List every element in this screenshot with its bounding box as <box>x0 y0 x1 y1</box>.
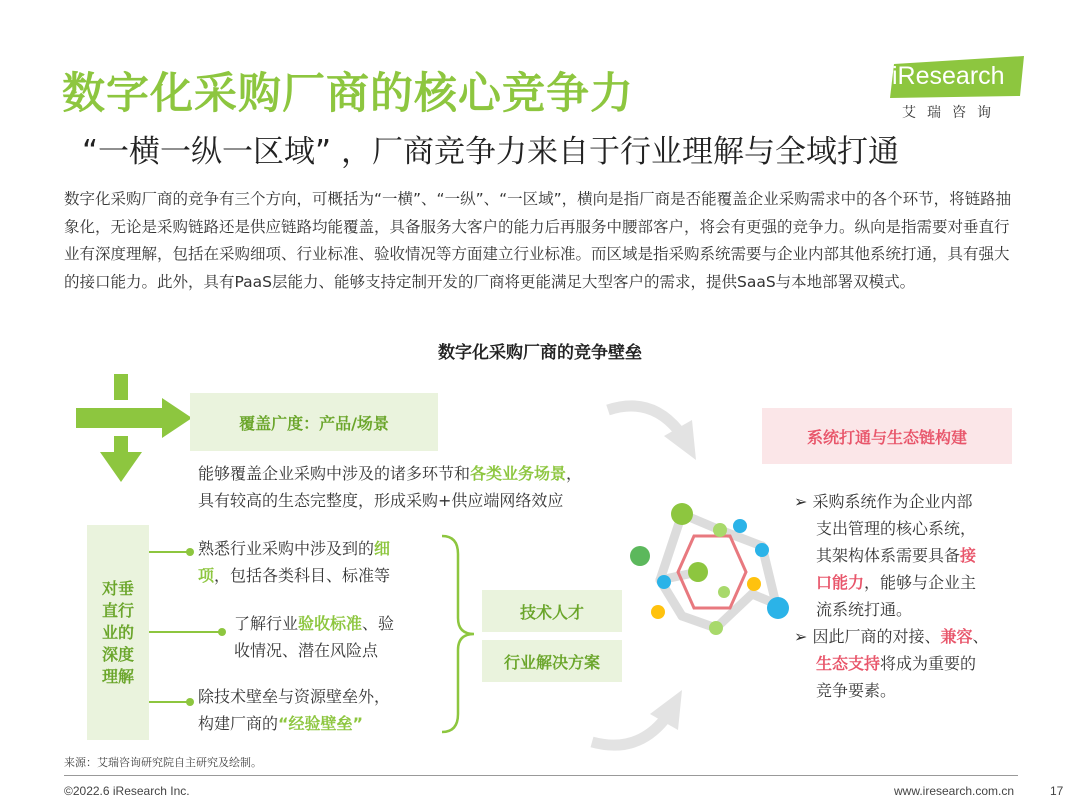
item2-text: 了解行业 <box>234 614 299 633</box>
website-link[interactable]: www.iresearch.com.cn <box>894 784 1015 798</box>
item3-line1: 除技术壁垒与资源壁垒外， <box>198 687 391 706</box>
item2-line2: 收情况、潜在风险点 <box>234 641 379 660</box>
coverage-text-part: 能够覆盖企业采购中涉及的诸多环节和 <box>198 464 471 483</box>
bullet1-line4: ，能够与企业主 <box>864 573 977 592</box>
footer-divider <box>64 775 1018 776</box>
item1-text: 熟悉行业采购中涉及到的 <box>198 539 375 558</box>
item2-highlight: 验收标准 <box>298 614 363 633</box>
curved-arrow-bottom-icon <box>586 684 696 756</box>
bullet-marker-icon: ➢ <box>794 627 808 646</box>
vertical-understanding-box <box>87 525 149 740</box>
vertical-box-label: 对垂直行业的深度理解 <box>101 578 134 686</box>
coverage-box: 覆盖广度：产品/场景 <box>190 393 438 451</box>
bullet2-line3: 竞争要素。 <box>816 681 897 700</box>
bullet1-highlight2: 口能力 <box>816 573 865 592</box>
coverage-text <box>198 460 582 514</box>
coverage-text-line2: 具有较高的生态完整度，形成采购+供应端网络效应 <box>198 491 564 510</box>
bullet-dot <box>186 548 194 556</box>
network-molecule-icon <box>620 494 800 654</box>
item1-text2: ，包括各类科目、标准等 <box>214 566 391 585</box>
bullet1-line5: 流系统打通。 <box>816 600 913 619</box>
vertical-item-2 <box>234 610 394 664</box>
cross-arrow-icon <box>76 374 196 486</box>
vertical-item-1 <box>198 535 390 589</box>
bullet2-text: 因此厂商的对接、 <box>812 627 941 646</box>
logo-subtext: 艾瑞咨询 <box>902 105 1002 121</box>
item3-text: 构建厂商的 <box>198 714 279 733</box>
industry-solution-box: 行业解决方案 <box>482 640 622 682</box>
bullet1-line2: 支出管理的核心系统， <box>816 519 977 538</box>
bullet2-highlight1: 兼容 <box>940 627 973 646</box>
bullet2-text3: 将成为重要的 <box>880 654 977 673</box>
intro-paragraph: 数字化采购厂商的竞争有三个方向，可概括为“一横”、“一纵”、“一区域”，横向是指厂商是否能覆盖企业采购需求中的各个环节，将链路抽象化，无论是采购链路还是供应链路均能覆盖，具备服务大客户的能力后再服务中腰部客户，将会有更强的竞争力。纵向是指需要对垂直行业有深度理解，包括在采购细项、行业标准、验收情况等方面建立行业标准。而区域是指采购系统需要与企业内部其他系统打通，具有强大的接口能力。此外，具有PaaS层能力、能够支持定制开发的厂商将更能满足大型客户的需求，提供SaaS与本地部署双模式。 <box>64 190 1012 291</box>
iresearch-logo <box>890 56 1030 126</box>
logo-text: iResearch <box>892 62 1005 90</box>
bullet-marker-icon: ➢ <box>794 492 808 511</box>
bullet-dot <box>186 698 194 706</box>
system-integration-box: 系统打通与生态链构建 <box>762 408 1012 464</box>
bullet-dot <box>218 628 226 636</box>
page-title: 数字化采购厂商的核心竞争力 <box>62 69 634 119</box>
coverage-text-part: ， <box>566 464 583 483</box>
item2-text2: 、验 <box>362 614 395 633</box>
bullet2-highlight2: 生态支持 <box>816 654 881 673</box>
vertical-item-3 <box>198 683 390 737</box>
bullet2-text2: 、 <box>972 627 989 646</box>
bullet1-highlight1: 接 <box>960 546 977 565</box>
item1-highlight: 细 <box>374 539 391 558</box>
bullet1-line1: 采购系统作为企业内部 <box>812 492 973 511</box>
source-note: 来源：艾瑞咨询研究院自主研究及绘制。 <box>64 756 262 769</box>
copyright: ©2022.6 iResearch Inc. <box>64 784 190 798</box>
item3-highlight: “经验壁垒” <box>278 714 364 733</box>
coverage-highlight: 各类业务场景 <box>470 464 567 483</box>
right-bullet-list <box>794 488 989 704</box>
tech-talent-box: 技术人才 <box>482 590 622 632</box>
curved-arrow-top-icon <box>600 396 710 468</box>
brace-icon <box>440 534 480 734</box>
item1-highlight2: 项 <box>198 566 215 585</box>
page-number: 17 <box>1050 784 1064 798</box>
diagram-title: 数字化采购厂商的竞争壁垒 <box>438 343 642 363</box>
bullet1-line3: 其架构体系需要具备 <box>816 546 961 565</box>
page-subtitle: “一横一纵一区域” ，厂商竞争力来自于行业理解与全域打通 <box>82 134 899 170</box>
